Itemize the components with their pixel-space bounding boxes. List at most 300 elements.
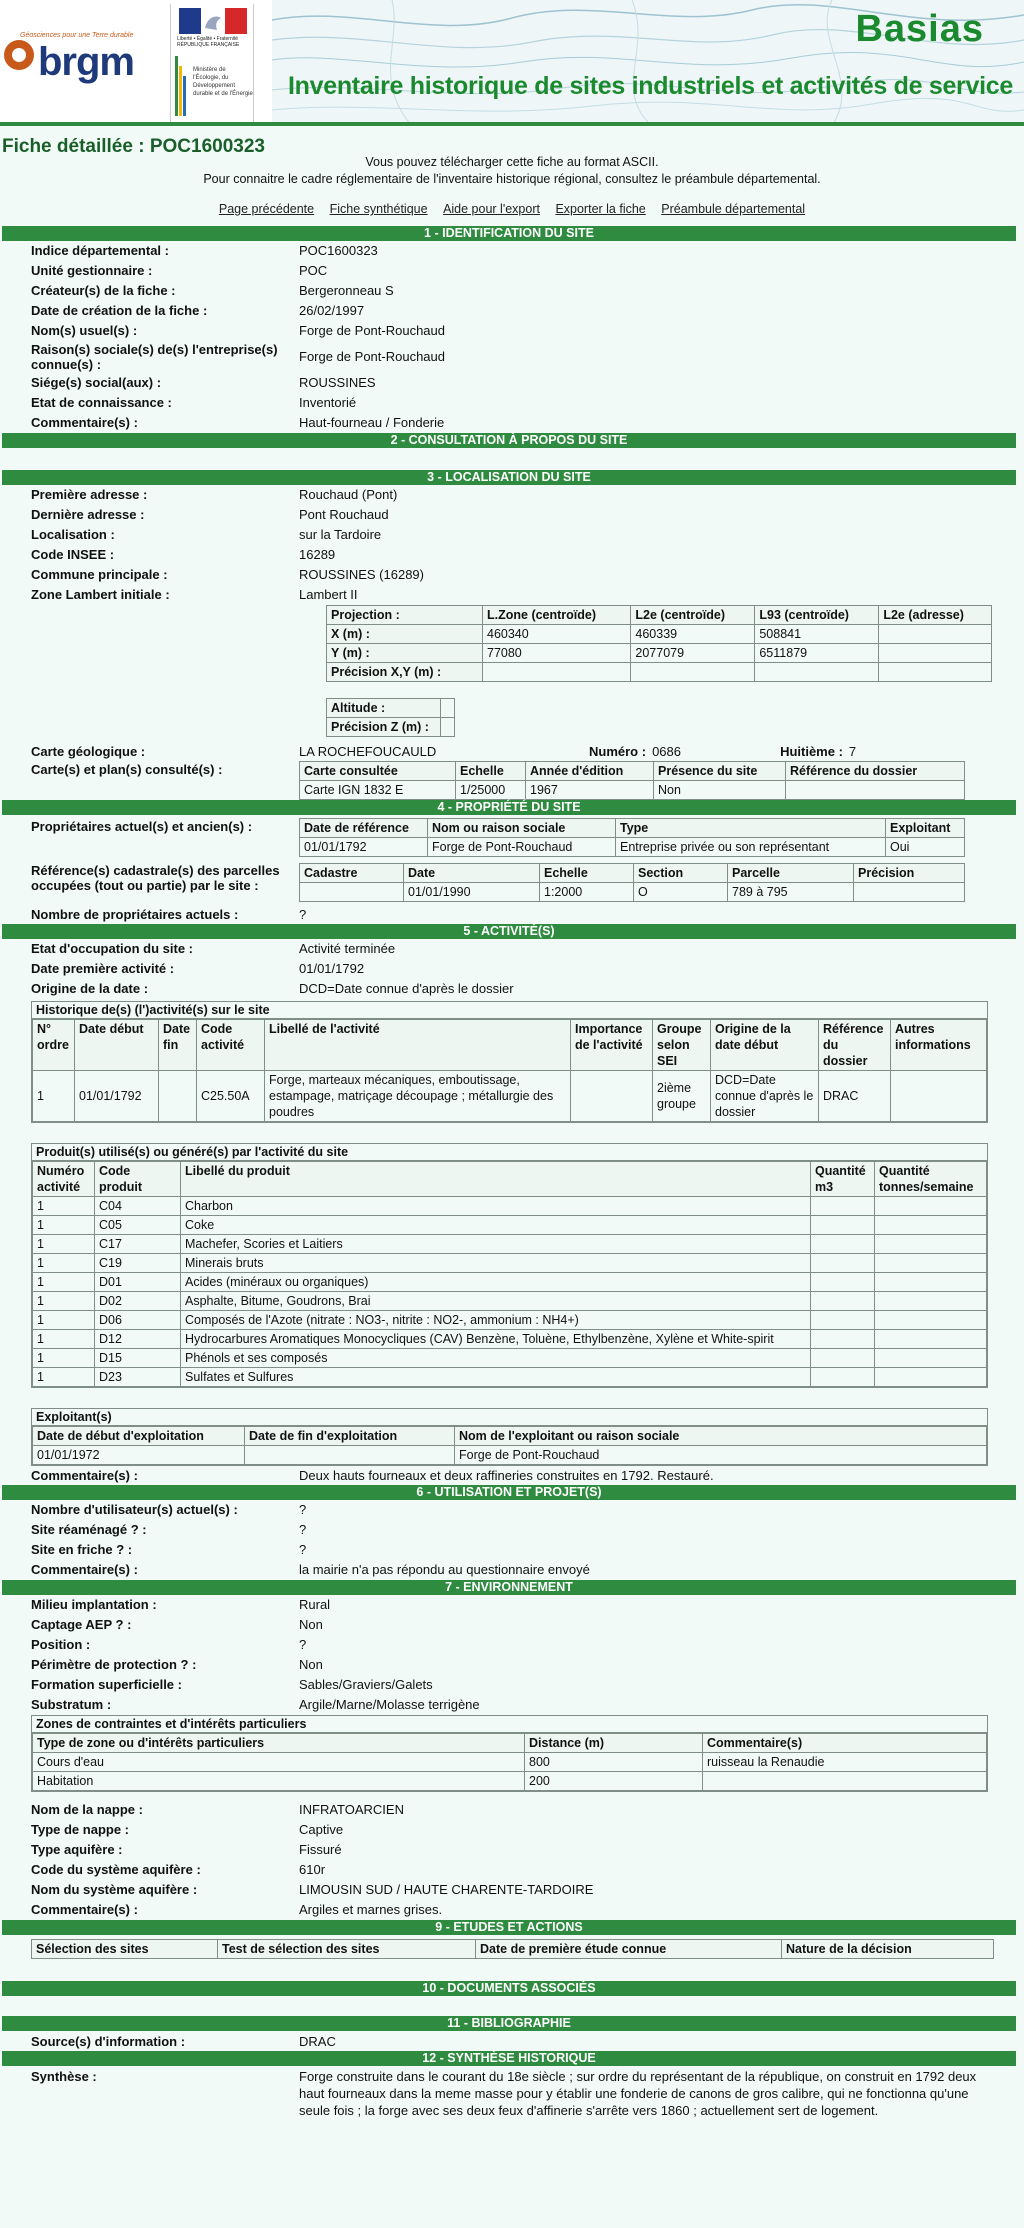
table-cell: [245, 1446, 455, 1465]
table-header: Cadastre: [300, 864, 404, 883]
table-cell: Coke: [181, 1216, 811, 1235]
kv-key: Zone Lambert initiale :: [31, 587, 170, 602]
table-header: Référence du dossier: [819, 1020, 891, 1071]
table-cell: 200: [525, 1772, 703, 1791]
huitieme-value: 7: [848, 744, 857, 759]
kv-key: Carte(s) et plan(s) consulté(s) :: [31, 762, 223, 777]
historique-table: [32, 1019, 987, 1122]
app-subtitle: Inventaire historique de sites industriels et activités de service: [288, 72, 1013, 100]
zones-box: [31, 1715, 988, 1792]
kv-key: Commentaire(s) :: [31, 415, 138, 430]
table-header: Carte consultée: [300, 762, 456, 781]
table-row: [33, 1292, 987, 1311]
table-header-row: [33, 1020, 987, 1071]
table-cell: [811, 1197, 875, 1216]
kv-key: Nom du système aquifère :: [31, 1882, 198, 1897]
carte-geologique-row: [2, 743, 1020, 761]
kv-key: Captage AEP ? :: [31, 1617, 132, 1632]
kv-value: ROUSSINES (16289): [299, 567, 424, 582]
table-header-row: [300, 864, 965, 883]
table-header-row: [33, 1162, 987, 1197]
table-cell: 1: [33, 1349, 95, 1368]
kv-value: sur la Tardoire: [299, 527, 382, 542]
table-cell: [811, 1330, 875, 1349]
table-cell: D01: [95, 1273, 181, 1292]
table-header: Importance de l'activité: [571, 1020, 653, 1071]
cadastre-table: [299, 863, 965, 902]
kv-row: [2, 1675, 1020, 1695]
bibliographie-row: [2, 2033, 1020, 2051]
table-cell: [879, 625, 992, 644]
kv-row: [2, 1655, 1020, 1675]
table-cell: 1: [33, 1235, 95, 1254]
table-cell: Acides (minéraux ou organiques): [181, 1273, 811, 1292]
kv-row: [2, 1595, 1020, 1615]
fiche-content: [2, 226, 1020, 2119]
kv-key: Position :: [31, 1637, 91, 1652]
cartes-table: [299, 761, 965, 800]
kv-key: Source(s) d'information :: [31, 2034, 186, 2049]
table-header-row: [33, 1427, 987, 1446]
kv-row: [2, 1695, 1020, 1715]
kv-value: Rouchaud (Pont): [299, 487, 398, 502]
zones-table: [32, 1733, 987, 1791]
table-row: [33, 1368, 987, 1387]
cadastre-row: [2, 863, 1020, 902]
kv-row: [2, 393, 1020, 413]
table-header-row: [32, 1940, 994, 1959]
table-cell: Charbon: [181, 1197, 811, 1216]
kv-value: ROUSSINES: [299, 375, 376, 390]
link-aide-export[interactable]: Aide pour l'export: [443, 202, 540, 216]
table-cell: Cours d'eau: [33, 1753, 525, 1772]
kv-value: Pont Rouchaud: [299, 507, 389, 522]
table-row: [33, 1772, 987, 1791]
table-header: Echelle: [540, 864, 634, 883]
table-header: Code produit: [95, 1162, 181, 1197]
table-cell: Habitation: [33, 1772, 525, 1791]
table-cell: D06: [95, 1311, 181, 1330]
kv-value: Forge de Pont-Rouchaud: [299, 323, 445, 338]
table-cell: [879, 663, 992, 682]
kv-row: [2, 413, 1020, 433]
table-cell: [875, 1216, 987, 1235]
kv-row: [2, 1615, 1020, 1635]
zones-title: Zones de contraintes et d'intérêts particuliers: [32, 1716, 987, 1733]
kv-row: [2, 301, 1020, 321]
table-cell: 1/25000: [456, 781, 526, 800]
table-cell: [811, 1368, 875, 1387]
kv-key: Référence(s) cadastrale(s) des parcelles occupées (tout ou partie) par le site :: [31, 863, 280, 893]
table-header: Origine de la date début: [711, 1020, 819, 1071]
table-row: [33, 1197, 987, 1216]
produits-box: [31, 1143, 988, 1388]
kv-row: [2, 585, 1020, 605]
table-row: [327, 663, 992, 682]
action-links: [0, 202, 1024, 216]
kv-row: [2, 939, 1020, 959]
proprietaires-row: [2, 818, 1020, 857]
kv-key: Type aquifère :: [31, 1842, 123, 1857]
table-row: [33, 1273, 987, 1292]
kv-value: Argiles et marnes grises.: [299, 1902, 443, 1917]
table-header: Type de zone ou d'intérêts particuliers: [33, 1734, 525, 1753]
table-cell: 508841: [755, 625, 879, 644]
projection-table: [326, 605, 992, 682]
table-cell: Forge de Pont-Rouchaud: [455, 1446, 987, 1465]
kv-row: [2, 1900, 1020, 1920]
kv-value: la mairie n'a pas répondu au questionnaire envoyé: [299, 1562, 590, 1577]
table-cell: [441, 699, 455, 718]
kv-row: [2, 1820, 1020, 1840]
table-cell: 1: [33, 1273, 95, 1292]
table-cell: Précision X,Y (m) :: [327, 663, 483, 682]
table-cell: 1:2000: [540, 883, 634, 902]
table-cell: [875, 1273, 987, 1292]
kv-key: Indice départemental :: [31, 243, 169, 258]
page-title: Fiche détaillée : POC1600323: [2, 136, 265, 157]
kv-row: [2, 241, 1020, 261]
table-cell: [441, 718, 455, 737]
table-cell: Minerais bruts: [181, 1254, 811, 1273]
kv-key: Propriétaires actuel(s) et ancien(s) :: [31, 819, 253, 834]
table-cell: 1: [33, 1330, 95, 1349]
table-header: Date début: [75, 1020, 159, 1071]
table-header: Exploitant: [886, 819, 965, 838]
kv-row: [2, 1635, 1020, 1655]
kv-key: Substratum :: [31, 1697, 112, 1712]
kv-key: Code INSEE :: [31, 547, 115, 562]
table-row: [33, 1311, 987, 1330]
historique-title: Historique de(s) (l')activité(s) sur le site: [32, 1002, 987, 1019]
kv-value: ?: [299, 1542, 307, 1557]
kv-row: [2, 261, 1020, 281]
table-row: [300, 838, 965, 857]
ministry-stripes-icon: [175, 56, 189, 116]
huitieme-label: Huitième :: [780, 744, 843, 759]
table-cell: X (m) :: [327, 625, 483, 644]
table-header: Référence du dossier: [786, 762, 965, 781]
localisation-table: [2, 485, 1020, 605]
kv-key: Unité gestionnaire :: [31, 263, 153, 278]
table-header: Nom ou raison sociale: [428, 819, 616, 838]
table-cell: Forge, marteaux mécaniques, emboutissage, estampage, matriçage découpage ; métallurgie des poudres: [265, 1071, 571, 1122]
section-10-title: 10 - DOCUMENTS ASSOCIÉS: [2, 1981, 1016, 1996]
table-cell: C25.50A: [197, 1071, 265, 1122]
table-cell: C05: [95, 1216, 181, 1235]
table-cell: [811, 1235, 875, 1254]
kv-row: [2, 959, 1020, 979]
exploitants-title: Exploitant(s): [32, 1409, 987, 1426]
table-cell: Entreprise privée ou son représentant: [616, 838, 886, 857]
kv-key: Milieu implantation :: [31, 1597, 157, 1612]
kv-value: Lambert II: [299, 587, 358, 602]
marianne-flag-icon: [179, 8, 247, 34]
table-row: [33, 1446, 987, 1465]
table-cell: [875, 1235, 987, 1254]
table-cell: [875, 1254, 987, 1273]
kv-value: Deux hauts fourneaux et deux raffineries construites en 1792. Restauré.: [299, 1468, 714, 1483]
table-row: [33, 1235, 987, 1254]
table-cell: C19: [95, 1254, 181, 1273]
environnement-table: [2, 1595, 1020, 1715]
table-cell: Y (m) :: [327, 644, 483, 663]
kv-row: [2, 485, 1020, 505]
kv-value: Haut-fourneau / Fonderie: [299, 415, 445, 430]
table-cell: 800: [525, 1753, 703, 1772]
table-cell: 1: [33, 1254, 95, 1273]
section-5-title: 5 - ACTIVITÉ(S): [2, 924, 1016, 939]
kv-value: Captive: [299, 1822, 344, 1837]
table-cell: [875, 1349, 987, 1368]
utilisation-table: [2, 1500, 1020, 1580]
table-cell: C04: [95, 1197, 181, 1216]
kv-value: ?: [299, 1502, 307, 1517]
brgm-wordmark: brgm: [38, 40, 134, 84]
kv-key: Créateur(s) de la fiche :: [31, 283, 176, 298]
link-fiche-synthetique[interactable]: Fiche synthétique: [329, 202, 428, 216]
table-cell: 1: [33, 1368, 95, 1387]
section-4-title: 4 - PROPRIÉTÉ DU SITE: [2, 800, 1016, 815]
table-cell: 1: [33, 1216, 95, 1235]
table-cell: [631, 663, 755, 682]
table-cell: Oui: [886, 838, 965, 857]
kv-value: Inventorié: [299, 395, 357, 410]
synthese-row: [2, 2068, 1020, 2119]
republique-text: Liberté • Égalité • Fraternité RÉPUBLIQUE FRANÇAISE: [177, 36, 240, 48]
page-header: [0, 0, 1024, 126]
kv-row: [2, 281, 1020, 301]
table-row: [33, 1216, 987, 1235]
table-header: Type: [616, 819, 886, 838]
table-header: Date fin: [159, 1020, 197, 1071]
cartes-row: [2, 761, 1020, 800]
kv-key: Première adresse :: [31, 487, 148, 502]
table-cell: Asphalte, Bitume, Goudrons, Brai: [181, 1292, 811, 1311]
kv-value: Activité terminée: [299, 941, 396, 956]
kv-key: Commentaire(s) :: [31, 1562, 138, 1577]
kv-value: Sables/Graviers/Galets: [299, 1677, 433, 1692]
brgm-tagline: Géosciences pour une Terre durable: [20, 32, 134, 39]
table-cell: 789 à 795: [728, 883, 854, 902]
synthese-text: Forge construite dans le courant du 18e siècle ; sur ordre du représentant de la république, on construit en 1792 deux haut fourneaux dans la meme masse pour y établir une fonderie de canons de gros calibre, qui ne fonctionna qu'une seule fois ; la forge avec ses deux feux d'affinerie s'arrête vers 1860 ; actuellement sert de logement.: [299, 2069, 977, 2118]
link-page-precedente[interactable]: Page précédente: [218, 202, 315, 216]
table-header: Quantité m3: [811, 1162, 875, 1197]
table-cell: Hydrocarbures Aromatiques Monocycliques (CAV) Benzène, Toluène, Ethylbenzène, Xylène et White-spirit: [181, 1330, 811, 1349]
exploitants-box: [31, 1408, 988, 1466]
intro-line-2: Pour connaitre le cadre réglementaire de l'inventaire historique régional, consultez le préambule départemental.: [203, 172, 821, 186]
kv-key: Commentaire(s) :: [31, 1468, 138, 1483]
ministry-text: Ministère de l'Écologie, du Développement durable et de l'Énergie: [193, 67, 253, 97]
kv-row: [2, 565, 1020, 585]
kv-value: LIMOUSIN SUD / HAUTE CHARENTE-TARDOIRE: [299, 1882, 594, 1897]
table-header: Date de début d'exploitation: [33, 1427, 245, 1446]
table-header: Sélection des sites: [32, 1940, 218, 1959]
table-cell: D02: [95, 1292, 181, 1311]
table-header: Présence du site: [654, 762, 786, 781]
section-1-title: 1 - IDENTIFICATION DU SITE: [2, 226, 1016, 241]
intro-line-1: Vous pouvez télécharger cette fiche au format ASCII.: [365, 155, 659, 169]
table-cell: Composés de l'Azote (nitrate : NO3-, nitrite : NO2-, ammonium : NH4+): [181, 1311, 811, 1330]
section-11-title: 11 - BIBLIOGRAPHIE: [2, 2016, 1016, 2031]
table-header: Libellé du produit: [181, 1162, 811, 1197]
table-cell: [811, 1349, 875, 1368]
identification-table: [2, 241, 1020, 433]
table-header: Date de première étude connue: [476, 1940, 782, 1959]
table-header: L.Zone (centroïde): [483, 606, 631, 625]
table-cell: [755, 663, 879, 682]
kv-value: ?: [299, 1637, 307, 1652]
table-cell: D15: [95, 1349, 181, 1368]
table-cell: 460340: [483, 625, 631, 644]
table-header: Projection :: [327, 606, 483, 625]
table-header-row: [300, 819, 965, 838]
kv-value: 26/02/1997: [299, 303, 365, 318]
table-row: [33, 1330, 987, 1349]
table-header: Date de fin d'exploitation: [245, 1427, 455, 1446]
kv-value: 610r: [299, 1862, 326, 1877]
table-row: [327, 699, 455, 718]
kv-row: [2, 321, 1020, 341]
table-header: L2e (adresse): [879, 606, 992, 625]
table-cell: Carte IGN 1832 E: [300, 781, 456, 800]
kv-row: [2, 373, 1020, 393]
kv-value: Rural: [299, 1597, 331, 1612]
table-header: Code activité: [197, 1020, 265, 1071]
brgm-logo: [0, 0, 165, 126]
table-cell: [811, 1216, 875, 1235]
kv-row: [2, 1800, 1020, 1820]
table-cell: DCD=Date connue d'après le dossier: [711, 1071, 819, 1122]
table-cell: Non: [654, 781, 786, 800]
kv-row: [2, 1540, 1020, 1560]
kv-value: 01/01/1792: [299, 961, 365, 976]
ministry-logo: [170, 4, 254, 122]
table-cell: Phénols et ses composés: [181, 1349, 811, 1368]
table-cell: 01/01/1792: [75, 1071, 159, 1122]
link-preambule[interactable]: Préambule départemental: [661, 202, 806, 216]
kv-value: 16289: [299, 547, 336, 562]
table-cell: [300, 883, 404, 902]
table-cell: Sulfates et Sulfures: [181, 1368, 811, 1387]
table-header-row: [300, 762, 965, 781]
kv-key: Type de nappe :: [31, 1822, 129, 1837]
table-row: [327, 718, 455, 737]
kv-row: [2, 525, 1020, 545]
kv-key: Etat de connaissance :: [31, 395, 172, 410]
kv-row: [2, 545, 1020, 565]
kv-value: ?: [299, 907, 307, 922]
kv-key: Carte géologique :: [31, 744, 146, 759]
section-3-title: 3 - LOCALISATION DU SITE: [2, 470, 1016, 485]
table-row: [33, 1254, 987, 1273]
kv-key: Nombre d'utilisateur(s) actuel(s) :: [31, 1502, 238, 1517]
table-header: L2e (centroïde): [631, 606, 755, 625]
table-cell: 1: [33, 1071, 75, 1122]
table-header: Groupe selon SEI: [653, 1020, 711, 1071]
kv-row: [2, 505, 1020, 525]
activite-table: [2, 939, 1020, 999]
table-cell: Altitude :: [327, 699, 441, 718]
kv-key: Etat d'occupation du site :: [31, 941, 193, 956]
section-12-title: 12 - SYNTHÈSE HISTORIQUE: [2, 2051, 1016, 2066]
table-header: Section: [634, 864, 728, 883]
table-header-row: [33, 1734, 987, 1753]
table-header: Année d'édition: [526, 762, 654, 781]
table-cell: C17: [95, 1235, 181, 1254]
table-header: Echelle: [456, 762, 526, 781]
table-header: Parcelle: [728, 864, 854, 883]
kv-key: Synthèse :: [31, 2069, 97, 2084]
kv-value: DCD=Date connue d'après le dossier: [299, 981, 514, 996]
kv-key: Origine de la date :: [31, 981, 149, 996]
table-cell: 77080: [483, 644, 631, 663]
brgm-mark-icon: [4, 40, 34, 70]
table-cell: ruisseau la Renaudie: [703, 1753, 987, 1772]
table-cell: [875, 1330, 987, 1349]
kv-key: Site réaménagé ? :: [31, 1522, 147, 1537]
kv-key: Nombre de propriétaires actuels :: [31, 907, 239, 922]
link-exporter-fiche[interactable]: Exporter la fiche: [555, 202, 646, 216]
table-header: Nom de l'exploitant ou raison sociale: [455, 1427, 987, 1446]
kv-key: Commentaire(s) :: [31, 1902, 138, 1917]
table-cell: 460339: [631, 625, 755, 644]
table-cell: [483, 663, 631, 682]
kv-row: [2, 1840, 1020, 1860]
table-cell: D23: [95, 1368, 181, 1387]
kv-value: ?: [299, 1522, 307, 1537]
table-cell: 1: [33, 1197, 95, 1216]
table-header: Nature de la décision: [782, 1940, 994, 1959]
historique-box: [31, 1001, 988, 1123]
table-row: [300, 883, 965, 902]
kv-row: [2, 1880, 1020, 1900]
section-6-title: 6 - UTILISATION ET PROJET(S): [2, 1485, 1016, 1500]
activite-commentaire-row: [2, 1467, 1020, 1485]
kv-key: Date première activité :: [31, 961, 175, 976]
section-2-title: 2 - CONSULTATION À PROPOS DU SITE: [2, 433, 1016, 448]
numero-value: 0686: [652, 744, 681, 759]
table-cell: 6511879: [755, 644, 879, 663]
kv-row: [2, 341, 1020, 373]
table-header: Numéro activité: [33, 1162, 95, 1197]
table-cell: [786, 781, 965, 800]
produits-table: [32, 1161, 987, 1387]
kv-key: Localisation :: [31, 527, 115, 542]
table-cell: [875, 1311, 987, 1330]
kv-value: Forge de Pont-Rouchaud: [299, 349, 445, 364]
table-cell: [811, 1292, 875, 1311]
kv-key: Périmètre de protection ? :: [31, 1657, 197, 1672]
table-cell: [854, 883, 965, 902]
nb-proprietaires-row: [2, 906, 1020, 924]
table-cell: [703, 1772, 987, 1791]
table-cell: DRAC: [819, 1071, 891, 1122]
table-header: N° ordre: [33, 1020, 75, 1071]
table-cell: 01/01/1990: [404, 883, 540, 902]
kv-key: Siége(s) social(aux) :: [31, 375, 162, 390]
etudes-table: [31, 1939, 994, 1959]
numero-label: Numéro :: [589, 744, 647, 759]
table-header: Précision: [854, 864, 965, 883]
table-cell: Précision Z (m) :: [327, 718, 441, 737]
kv-value: Bergeronneau S: [299, 283, 394, 298]
kv-row: [2, 979, 1020, 999]
table-cell: [811, 1273, 875, 1292]
table-cell: [875, 1197, 987, 1216]
table-row: [300, 781, 965, 800]
kv-value: Fissuré: [299, 1842, 342, 1857]
